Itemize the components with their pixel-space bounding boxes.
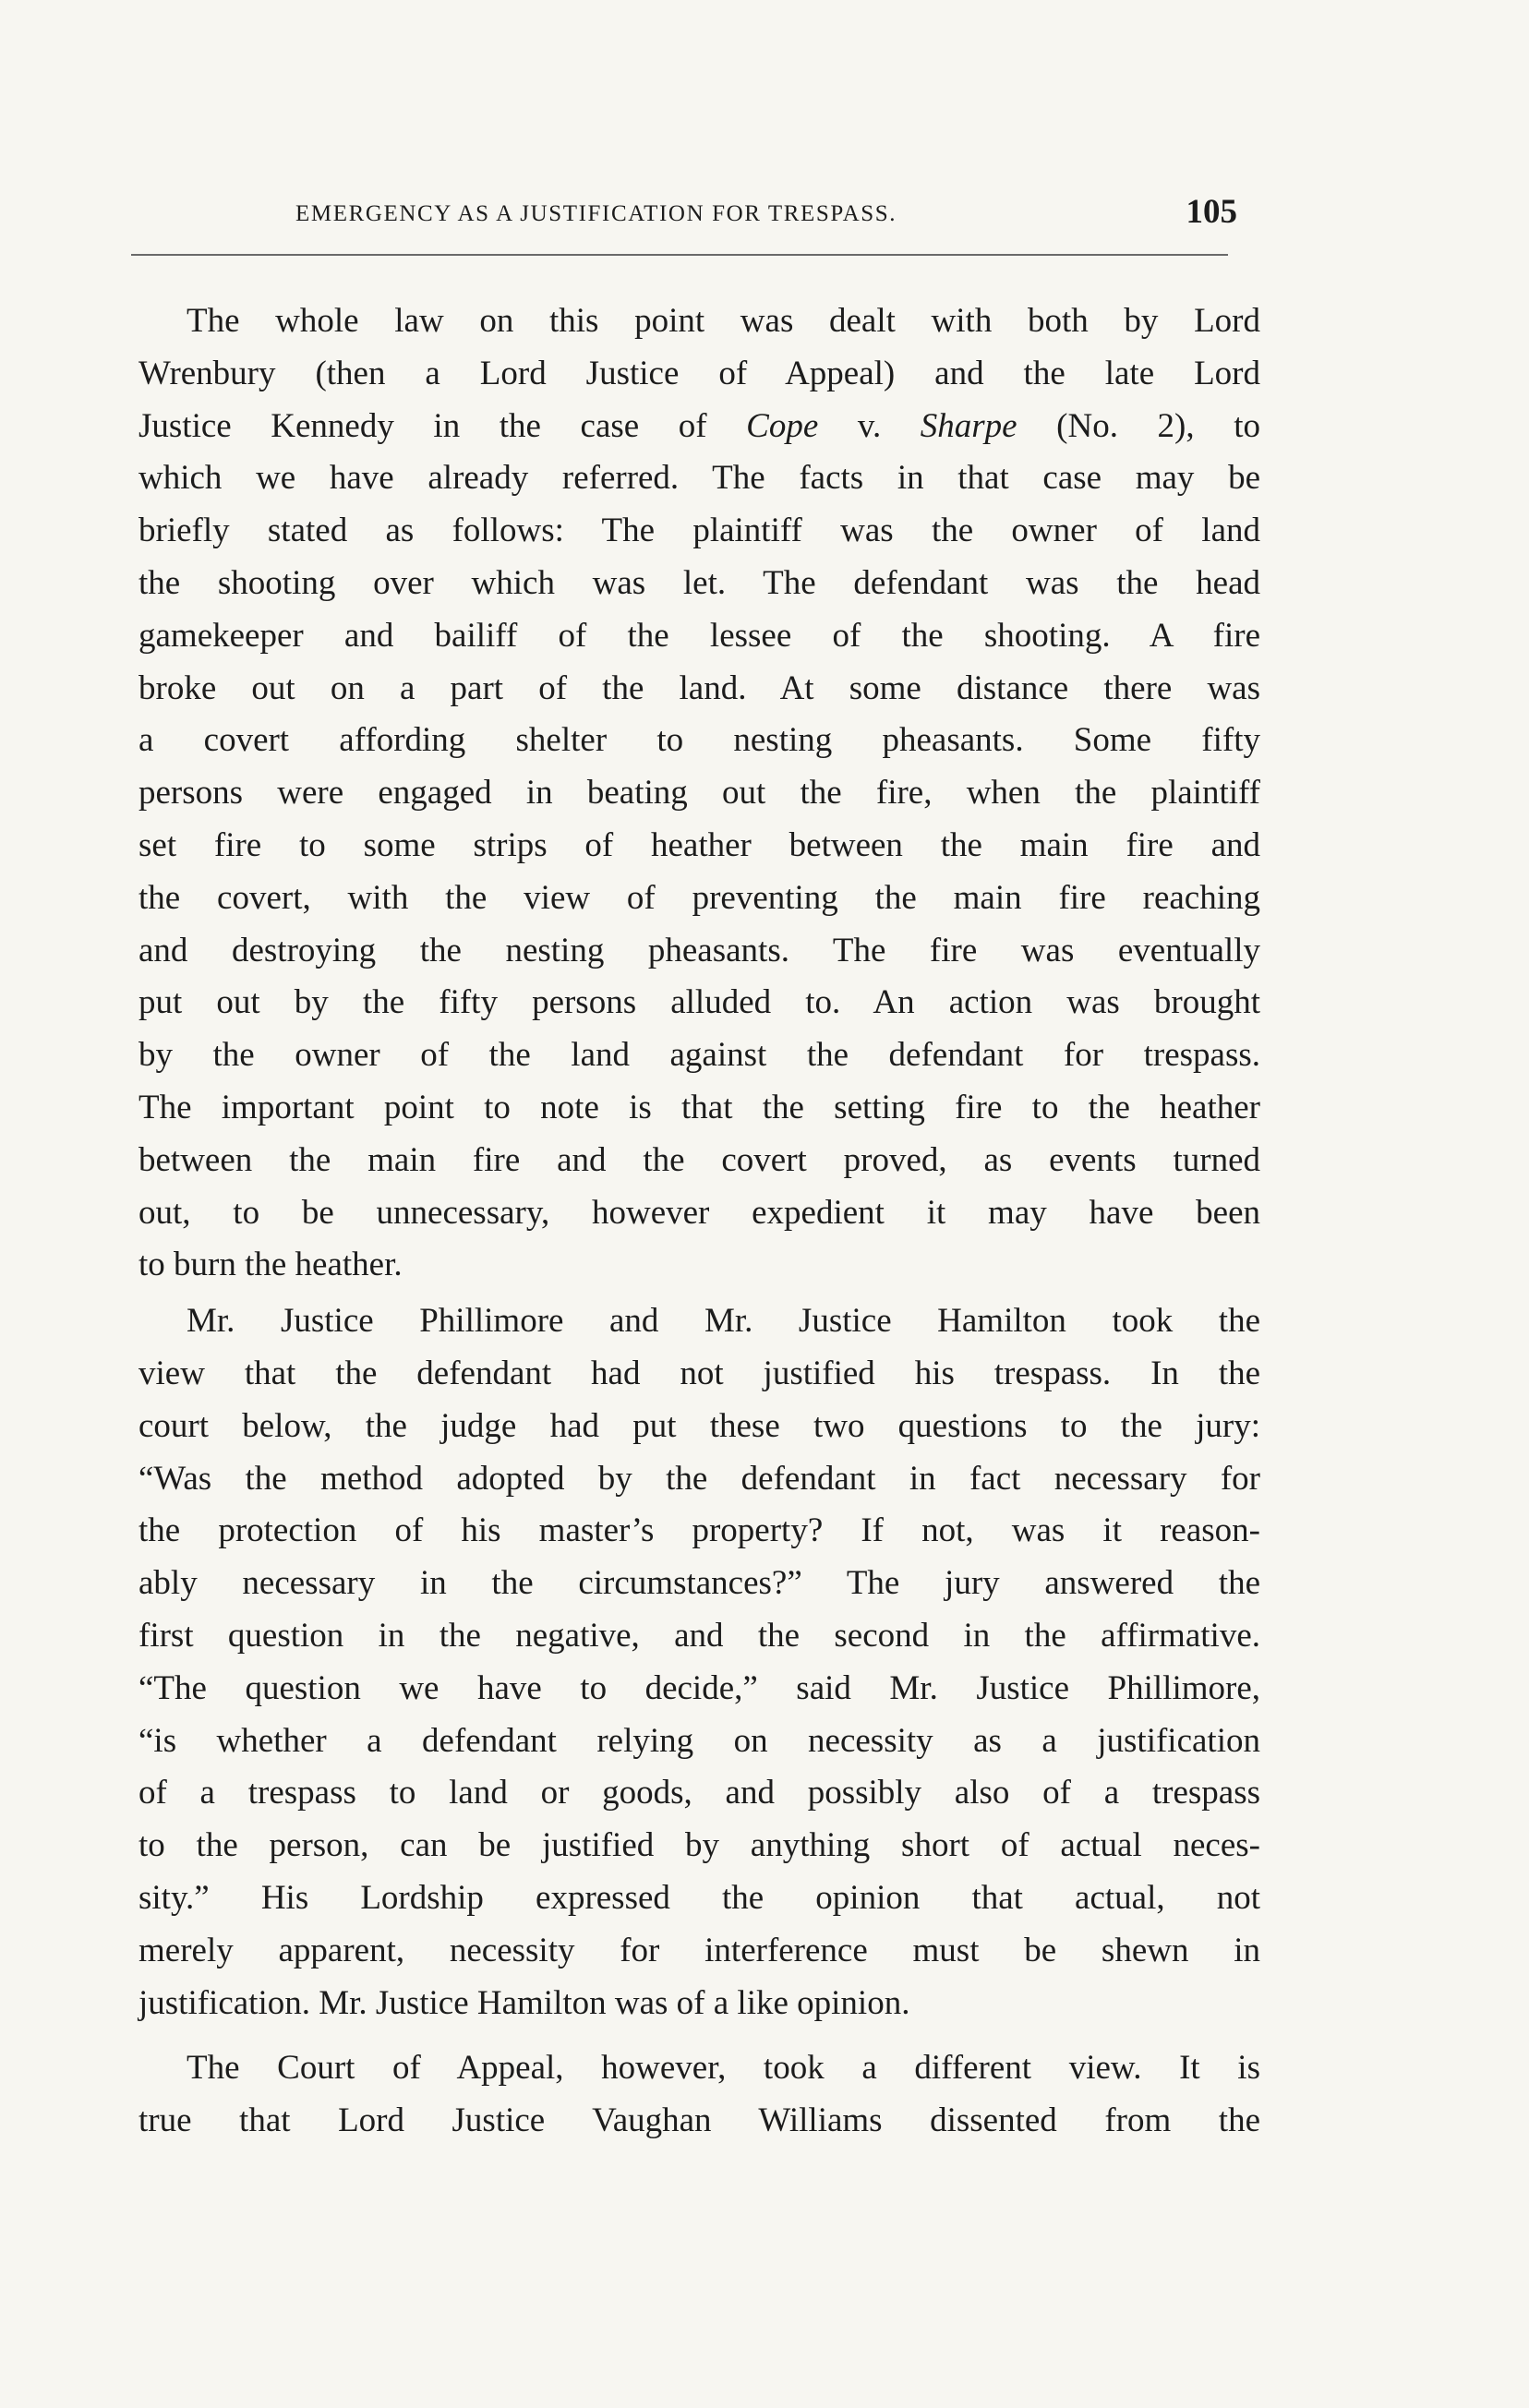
- text-line: to the person, can be justified by anything short of actual neces-: [138, 1826, 1260, 1865]
- paragraph-3: [138, 2042, 1260, 2148]
- text-line: a covert affording shelter to nesting pheasants. Some fifty: [138, 721, 1260, 760]
- text-line: justification. Mr. Justice Hamilton was of a like opinion.: [138, 1983, 910, 2022]
- text-line: Justice Kennedy in the case of Cope v. Sharpe (No. 2), to: [138, 406, 1260, 445]
- text-line: put out by the fifty persons alluded to. An action was brought: [138, 983, 1260, 1022]
- text-line: “The question we have to decide,” said Mr. Justice Phillimore,: [138, 1668, 1260, 1707]
- text-line: the shooting over which was let. The defendant was the head: [138, 563, 1260, 602]
- text-line: persons were engaged in beating out the fire, when the plaintiff: [138, 774, 1260, 813]
- text-line: Wrenbury (then a Lord Justice of Appeal) and the late Lord: [138, 354, 1260, 392]
- text-line: view that the defendant had not justified his trespass. In the: [138, 1354, 1260, 1392]
- case-name-cope: Cope: [746, 406, 819, 445]
- text-line: which we have already referred. The facts in that case may be: [138, 459, 1260, 498]
- text-line: set fire to some strips of heather between the main fire and: [138, 825, 1260, 864]
- paragraph-2: [138, 1295, 1260, 2029]
- text-line: the covert, with the view of preventing the main fire reaching: [138, 878, 1260, 917]
- text-line: The whole law on this point was dealt with both by Lord: [187, 302, 1260, 340]
- text-line: court below, the judge had put these two questions to the jury:: [138, 1406, 1260, 1445]
- text-line: broke out on a part of the land. At some distance there was: [138, 668, 1260, 707]
- text-line: true that Lord Justice Vaughan Williams dissented from the: [138, 2101, 1260, 2140]
- running-head: [295, 192, 1237, 238]
- text-line: first question in the negative, and the second in the affirmative.: [138, 1616, 1260, 1655]
- paragraph-1: [138, 295, 1260, 1292]
- text-line: gamekeeper and bailiff of the lessee of the shooting. A fire: [138, 616, 1260, 655]
- text-line: “Was the method adopted by the defendant in fact necessary for: [138, 1459, 1260, 1498]
- case-name-sharpe: Sharpe: [920, 406, 1017, 445]
- running-title: EMERGENCY AS A JUSTIFICATION FOR TRESPASS.: [295, 201, 897, 226]
- text-line: out, to be unnecessary, however expedient it may have been: [138, 1193, 1260, 1232]
- text-line: ably necessary in the circumstances?” The jury answered the: [138, 1564, 1260, 1603]
- text-line: of a trespass to land or goods, and possibly also of a trespass: [138, 1774, 1260, 1812]
- text-line: by the owner of the land against the defendant for trespass.: [138, 1036, 1260, 1075]
- text-line: The Court of Appeal, however, took a different view. It is: [187, 2049, 1260, 2088]
- text-line: the protection of his master’s property? If not, was it reason-: [138, 1511, 1260, 1550]
- text-line: Mr. Justice Phillimore and Mr. Justice Hamilton took the: [187, 1302, 1260, 1341]
- text-line: merely apparent, necessity for interference must be shewn in: [138, 1931, 1260, 1969]
- text-line: to burn the heather.: [138, 1246, 403, 1284]
- text-line: sity.” His Lordship expressed the opinion that actual, not: [138, 1878, 1260, 1917]
- page-number: 105: [1186, 193, 1237, 231]
- text-line: briefly stated as follows: The plaintiff was the owner of land: [138, 512, 1260, 550]
- body-text: [138, 295, 1260, 2148]
- text-line: The important point to note is that the setting fire to the heather: [138, 1088, 1260, 1126]
- text-line: and destroying the nesting pheasants. The fire was eventually: [138, 931, 1260, 969]
- header-rule: [131, 254, 1228, 256]
- text-line: between the main fire and the covert proved, as events turned: [138, 1140, 1260, 1179]
- text-line: “is whether a defendant relying on necessity as a justification: [138, 1721, 1260, 1760]
